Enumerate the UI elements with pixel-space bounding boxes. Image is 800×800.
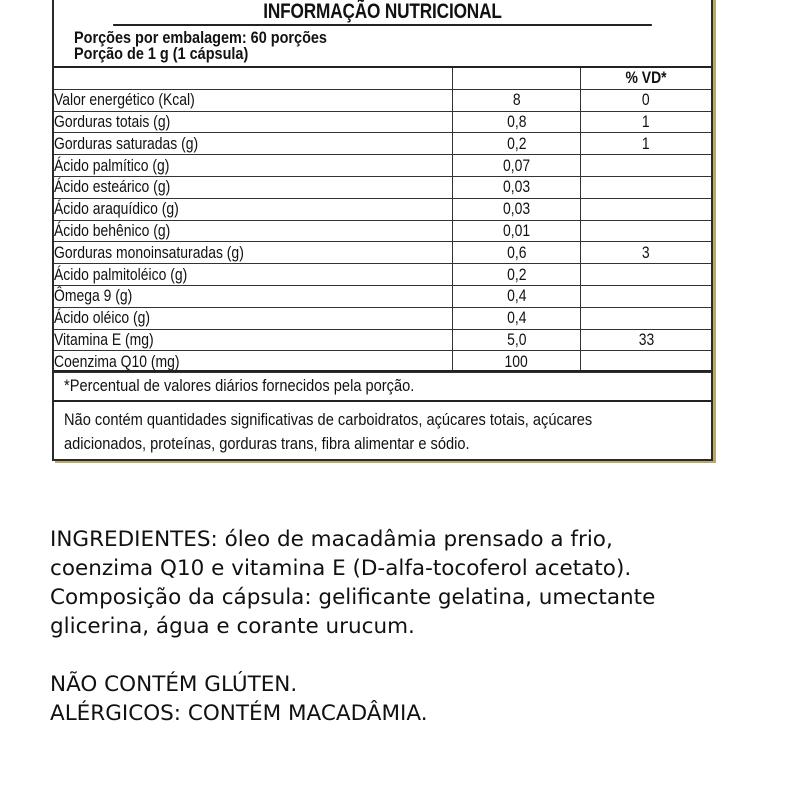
- nutrient-name-cell: [54, 264, 453, 286]
- servings-per-package: Porções por embalagem: 60 porções: [74, 28, 327, 47]
- nutrient-qty-cell: [453, 285, 581, 307]
- gluten-statement: NÃO CONTÉM GLÚTEN.: [50, 672, 298, 697]
- nutrient-vd-cell: [581, 111, 712, 133]
- nutrient-name: Gorduras totais (g): [54, 111, 171, 131]
- serving-size: Porção de 1 g (1 cápsula): [74, 44, 249, 63]
- nutrient-qty: 5,0: [506, 329, 527, 349]
- nutrient-qty-cell: [453, 220, 581, 242]
- nutrient-vd-cell: [581, 329, 712, 351]
- nutrient-name: Ácido araquídico (g): [54, 199, 179, 219]
- disclaimer-line-2: adicionados, proteínas, gorduras trans, fibra alimentar e sódio.: [64, 434, 470, 453]
- nutrient-qty: 0,03: [502, 199, 531, 219]
- header-name-cell: [54, 68, 453, 89]
- nutrient-vd-cell: [581, 198, 712, 220]
- table-row: [54, 264, 711, 286]
- ingredients-line-3: Composição da cápsula: gelificante gelatina, umectante: [50, 585, 656, 610]
- nutrient-qty: 0,4: [506, 308, 527, 328]
- nutrient-qty-cell: [453, 89, 581, 111]
- nutrient-qty-cell: [453, 198, 581, 220]
- nutrient-name: Ácido behênico (g): [54, 220, 171, 240]
- nutrient-qty: 8: [512, 90, 521, 110]
- nutrient-name-cell: [54, 329, 453, 351]
- table-row: [54, 307, 711, 329]
- nutrient-name-cell: [54, 176, 453, 198]
- table-row: [54, 89, 711, 111]
- vd-header: % VD*: [625, 68, 667, 88]
- nutrient-vd-cell: [581, 285, 712, 307]
- nutrient-qty: 0,2: [506, 264, 527, 284]
- nutrient-qty: 0,4: [506, 286, 527, 306]
- nutrient-name: Ácido esteárico (g): [54, 177, 171, 197]
- nutrient-qty: 0,03: [502, 177, 531, 197]
- nutrition-table: [54, 68, 711, 373]
- ingredients-line-1: INGREDIENTES: óleo de macadâmia prensado a frio,: [50, 527, 613, 552]
- ingredients-line-2: coenzima Q10 e vitamina E (D-alfa-tocoferol acetato).: [50, 556, 632, 581]
- nutrient-name-cell: [54, 198, 453, 220]
- nutrient-vd-cell: [581, 176, 712, 198]
- nutrient-vd-cell: [581, 220, 712, 242]
- nutrient-name: Ácido palmitoléico (g): [54, 264, 188, 284]
- nutrient-name-cell: [54, 242, 453, 264]
- nutrient-name: Coenzima Q10 (mg): [54, 351, 180, 371]
- nutrient-name-cell: [54, 89, 453, 111]
- nutrient-vd-cell: [581, 242, 712, 264]
- header-qty-cell: [453, 68, 581, 89]
- nutrient-vd: 1: [642, 111, 650, 131]
- nutrient-qty: 0,6: [506, 242, 527, 262]
- nutrient-qty: 0,07: [502, 155, 531, 175]
- ingredients-block: [50, 525, 770, 728]
- allergen-statement: ALÉRGICOS: CONTÉM MACADÂMIA.: [50, 701, 428, 726]
- footnote: [54, 370, 711, 402]
- table-row: [54, 133, 711, 155]
- nutrient-qty-cell: [453, 111, 581, 133]
- nutrient-vd-cell: [581, 155, 712, 177]
- nutrient-qty: 0,8: [506, 111, 527, 131]
- nutrient-name-cell: [54, 155, 453, 177]
- table-row: [54, 155, 711, 177]
- nutrient-name-cell: [54, 133, 453, 155]
- nutrient-qty: 0,2: [506, 133, 527, 153]
- nutrient-name: Vitamina E (mg): [54, 329, 154, 349]
- disclaimer-line-1: Não contém quantidades significativas de carboidratos, açúcares totais, açúcares: [64, 410, 593, 429]
- nutrient-qty-cell: [453, 264, 581, 286]
- nutrient-qty: 0,01: [502, 220, 531, 240]
- nutrient-name-cell: [54, 307, 453, 329]
- nutrient-name: Gorduras saturadas (g): [54, 133, 199, 153]
- nutrient-vd-cell: [581, 89, 712, 111]
- ingredients-line-4: glicerina, água e corante urucum.: [50, 614, 415, 639]
- nutrient-vd: 33: [638, 329, 654, 349]
- serving-info: [54, 26, 711, 68]
- nutrient-name-cell: [54, 285, 453, 307]
- nutrient-qty-cell: [453, 176, 581, 198]
- header-vd-cell: [581, 68, 712, 89]
- nutrient-vd-cell: [581, 264, 712, 286]
- nutrient-vd-cell: [581, 307, 712, 329]
- nutrient-vd: 0: [642, 90, 650, 110]
- nutrient-qty-cell: [453, 307, 581, 329]
- nutrient-name: Valor energético (Kcal): [54, 90, 195, 110]
- nutrient-name: Gorduras monoinsaturadas (g): [54, 242, 244, 262]
- nutrient-name: Ácido palmítico (g): [54, 155, 170, 175]
- footnote-text: *Percentual de valores diários fornecidos pela porção.: [64, 376, 415, 395]
- nutrient-qty-cell: [453, 155, 581, 177]
- nutrient-qty-cell: [453, 242, 581, 264]
- nutrient-name: Ômega 9 (g): [54, 286, 133, 306]
- table-row: [54, 111, 711, 133]
- nutrient-qty-cell: [453, 329, 581, 351]
- nutrient-name: Ácido oléico (g): [54, 308, 151, 328]
- table-row: [54, 285, 711, 307]
- table-row: [54, 198, 711, 220]
- nutrient-vd: 1: [642, 133, 650, 153]
- table-header-row: [54, 68, 711, 89]
- nutrient-name-cell: [54, 220, 453, 242]
- table-row: [54, 329, 711, 351]
- nutrient-qty: 100: [504, 351, 529, 371]
- table-row: [54, 176, 711, 198]
- nutrient-name-cell: [54, 111, 453, 133]
- label-title: INFORMAÇÃO NUTRICIONAL: [113, 0, 652, 26]
- table-row: [54, 242, 711, 264]
- table-row: [54, 220, 711, 242]
- nutrient-vd-cell: [581, 133, 712, 155]
- nutrient-qty-cell: [453, 133, 581, 155]
- nutrition-facts-label: [52, 0, 713, 461]
- nutrient-vd: 3: [642, 242, 650, 262]
